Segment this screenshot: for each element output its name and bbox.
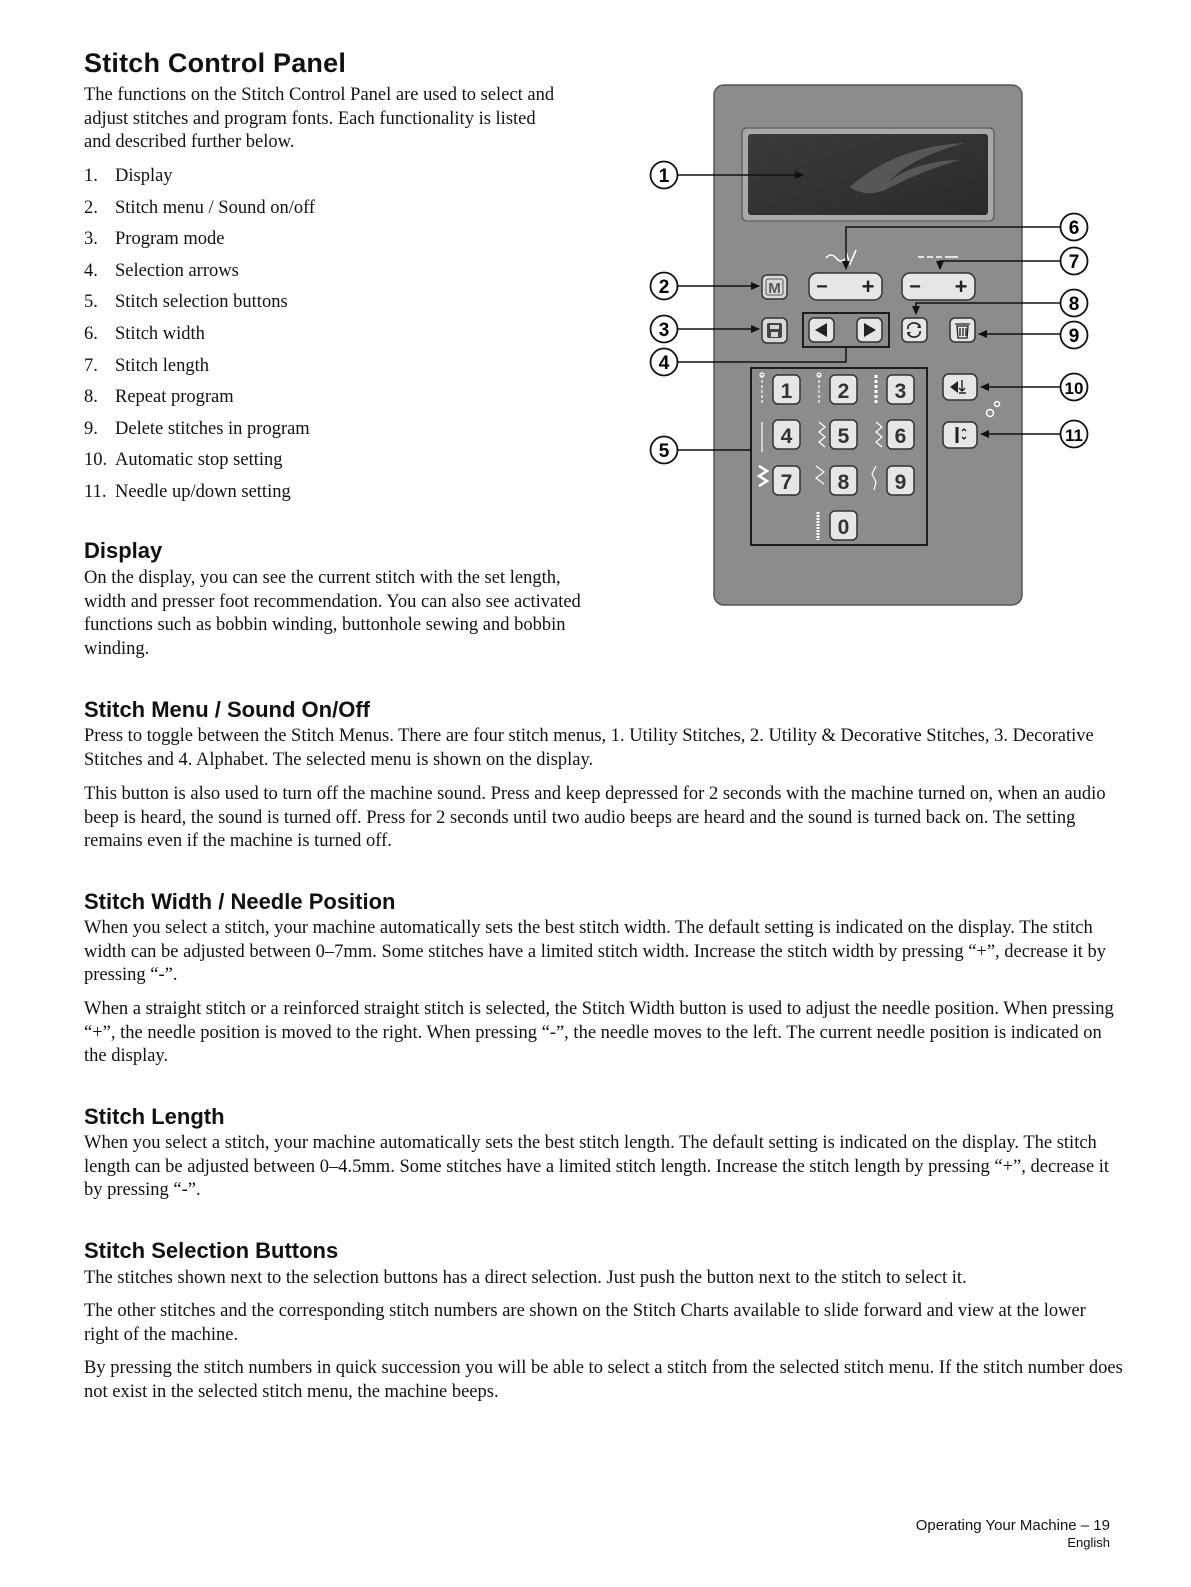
stitch-menu-button[interactable] [762,275,787,299]
arrow-right-button[interactable] [857,318,882,342]
list-item: 2. Stitch menu / Sound on/off [84,197,316,218]
stitch-width-heading: Stitch Width / Needle Position [84,889,396,914]
svg-text:3: 3 [894,380,907,403]
svg-text:7: 7 [780,471,793,494]
list-item: 3. Program mode [84,229,225,250]
svg-text:1: 1 [658,166,670,187]
svg-text:3: 3 [658,320,670,341]
svg-text:4: 4 [780,425,793,448]
key-6[interactable] [887,420,914,449]
svg-text:+: + [954,274,968,299]
callout-5 [651,437,678,464]
page-number: Operating Your Machine – 19 [915,1517,1110,1534]
stitch-selection-paragraph-3: By pressing the stitch numbers in quick succession you will be able to select a stitch from the selected stitch menu. If the stitch number does not exist in the selected stitch menu, the machine beeps. [84,1358,1123,1402]
stitch-length-heading: Stitch Length [84,1104,225,1129]
svg-text:8: 8 [1068,294,1080,315]
svg-text:5: 5 [658,441,670,462]
list-item: 8. Repeat program [84,387,234,408]
callout-7 [1061,248,1088,275]
stitch-menu-heading: Stitch Menu / Sound On/Off [84,697,370,722]
display-paragraph: On the display, you can see the current stitch with the set length, width and presser foot recommendation. You can also see activated functions such as bobbin winding, buttonhole sewing and bobbin winding. [84,568,581,659]
list-item: 1. Display [84,166,173,186]
stitch-width-button[interactable] [809,273,882,300]
stitch-menu-paragraph-1: Press to toggle between the Stitch Menus. There are four stitch menus, 1. Utility Stitches, 2. Utility & Decorative Stitches, 3. Decorative Stitches and 4. Alphabet. The selected menu is shown on the display. [84,726,1094,770]
stitch-width-paragraph-2: When a straight stitch or a reinforced straight stitch is selected, the Stitch Width button is used to adjust the needle position. When pressing “+”, the needle position is moved to the right. When pressing “-”, the needle moves to the left. The current needle position is indicated on the display. [84,999,1114,1066]
svg-text:9: 9 [894,471,907,494]
stitch-selection-paragraph-1: The stitches shown next to the selection buttons has a direct selection. Just push the button next to the stitch to select it. [84,1268,967,1288]
key-3[interactable] [887,375,914,404]
list-item: 9. Delete stitches in program [84,418,310,439]
svg-text:2: 2 [837,380,850,403]
key-7[interactable] [773,466,800,495]
page-title: Stitch Control Panel [84,48,347,78]
list-item: 4. Selection arrows [84,260,239,281]
list-item: 6. Stitch width [84,323,205,344]
trash-icon [955,324,970,338]
delete-button[interactable] [950,318,975,342]
needle-up-down-button[interactable] [943,422,977,448]
list-item: 10. Automatic stop setting [84,450,283,471]
key-4[interactable] [773,420,800,449]
page-footer [916,1517,1110,1551]
callout-10 [1061,374,1088,401]
language-label: English [1067,1535,1110,1550]
stitch-selection-heading: Stitch Selection Buttons [84,1238,339,1263]
intro-paragraph: The functions on the Stitch Control Panel are used to select and adjust stitches and program fonts. Each functionality is listed and described further below. [84,85,555,152]
svg-text:+: + [861,274,875,299]
svg-text:−: − [816,276,828,298]
list-item: 5. Stitch selection buttons [84,292,288,313]
stitch-length-button[interactable] [902,273,975,300]
auto-stop-button[interactable] [943,374,977,400]
callout-4 [651,349,678,376]
stitch-length-paragraph: When you select a stitch, your machine automatically sets the best stitch length. The default setting is indicated on the display. The stitch length can be adjusted between 0–4.5mm. Some stitches have a limited stitch length. Increase the stitch length by pressing “+”, decrease it by pressing “-”. [84,1133,1110,1200]
svg-text:0: 0 [837,516,850,539]
key-0[interactable] [830,511,857,540]
callout-11 [1061,421,1088,448]
svg-text:2: 2 [658,277,670,298]
svg-text:10: 10 [1064,379,1084,398]
key-8[interactable] [830,466,857,495]
svg-text:4: 4 [658,353,670,374]
callout-2 [651,273,678,300]
program-mode-button[interactable] [762,318,787,343]
key-9[interactable] [887,466,914,495]
svg-text:−: − [909,276,921,298]
callout-8 [1061,290,1088,317]
stitch-selection-paragraph-2: The other stitches and the corresponding stitch numbers are shown on the Stitch Charts available to slide forward and view at the lower right of the machine. [84,1301,1086,1345]
svg-text:9: 9 [1068,326,1080,347]
key-5[interactable] [830,420,857,449]
list-item: 7. Stitch length [84,355,210,376]
callout-9 [1061,322,1088,349]
callout-6 [1061,214,1088,241]
repeat-program-button[interactable] [902,318,927,342]
stitch-width-paragraph-1: When you select a stitch, your machine automatically sets the best stitch width. The default setting is indicated on the display. The stitch width can be adjusted between 0–7mm. Some stitches have a limited stitch width. Increase the stitch width by pressing “+”, decrease it by pressing “-”. [84,918,1107,985]
key-2[interactable] [830,375,857,404]
svg-text:7: 7 [1068,252,1080,273]
list-item: 11. Needle up/down setting [84,481,291,502]
stitch-menu-paragraph-2: This button is also used to turn off the machine sound. Press and keep depressed for 2 seconds with the machine turned on, when an audio beep is heard, the sound is turned off. Press for 2 seconds until two audio beeps are heard and the sound is turned back on. The setting remains even if the machine is turned off. [84,784,1106,851]
callout-3 [651,316,678,343]
menu-key-label: M [768,280,781,297]
key-1[interactable] [773,375,800,404]
svg-text:11: 11 [1065,426,1083,445]
svg-text:6: 6 [894,425,907,448]
callout-1 [651,162,678,189]
arrow-left-button[interactable] [809,318,834,342]
svg-text:8: 8 [837,471,850,494]
svg-text:1: 1 [780,380,793,403]
svg-text:5: 5 [837,425,850,448]
display-heading: Display [84,538,163,563]
svg-text:6: 6 [1068,218,1080,239]
